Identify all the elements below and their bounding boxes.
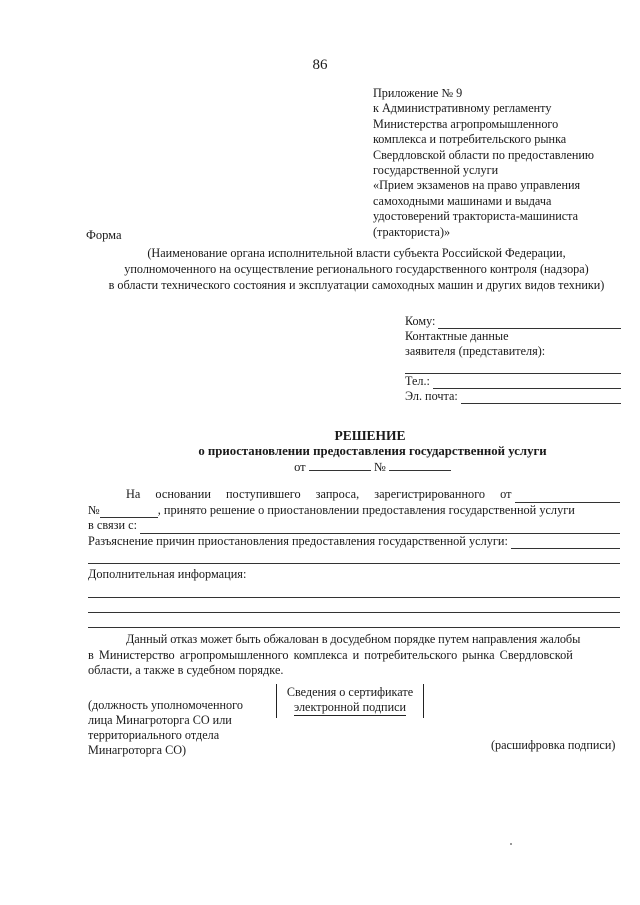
phone-field[interactable]	[433, 377, 621, 389]
decision-subtitle: о приостановлении предоставления государственной услуги	[198, 444, 547, 458]
appendix-line: к Административному регламенту	[373, 101, 552, 116]
decision-body	[88, 487, 620, 679]
signature-decoding: (расшифровка подписи)	[491, 738, 616, 752]
reason-label: в связи с:	[88, 518, 138, 533]
explanation-row	[88, 534, 620, 550]
p1-line2	[88, 503, 620, 519]
from-label: от	[294, 460, 306, 474]
request-date-field[interactable]	[515, 491, 620, 503]
phone-label: Тел.:	[405, 374, 430, 388]
contacts-label-2: заявителя (представителя):	[405, 344, 546, 358]
position-line: территориального отдела	[88, 728, 220, 742]
page-number: 86	[312, 57, 328, 73]
to-field[interactable]	[438, 317, 621, 329]
appendix-line: Свердловской области по предоставлению	[373, 147, 595, 162]
appendix-line: государственной услуги	[373, 163, 499, 178]
appeal-line-3: области, а также в судебном порядке.	[88, 663, 284, 678]
to-row	[405, 314, 621, 329]
number-field[interactable]	[389, 460, 451, 471]
contacts-label-1: Контактные данные	[405, 329, 509, 343]
organization-name-placeholder	[84, 245, 629, 293]
appendix-line: удостоверений тракториста-машиниста	[373, 209, 579, 224]
org-line: (Наименование органа исполнительной власти субъекта Российской Федерации,	[147, 246, 566, 260]
appendix-line: комплекса и потребительского рынка	[373, 132, 567, 147]
contacts-field[interactable]	[405, 359, 621, 374]
additional-field-2[interactable]	[88, 598, 620, 613]
email-label: Эл. почта:	[405, 389, 458, 403]
cert-line-1: Сведения о сертификате	[286, 685, 414, 699]
appendix-line: Приложение № 9	[373, 86, 463, 100]
p1-mid-rest: , принято решение о приостановлении предоставления государственной услуги	[157, 502, 575, 517]
request-number-field[interactable]	[100, 507, 158, 518]
explanation-label: Разъяснение причин приостановления предоставления государственной услуги:	[88, 533, 508, 548]
appendix-line: «Прием экзаменов на право управления	[373, 178, 581, 193]
position-line: Минагроторга СО)	[88, 743, 187, 757]
decision-date-number	[0, 460, 640, 475]
appeal-line-1: Данный отказ может быть обжалован в досудебном порядке путем направления жалобы	[126, 631, 581, 646]
appendix-line: (тракториста)»	[373, 224, 451, 239]
to-label: Кому:	[405, 314, 436, 328]
p1-line1	[88, 487, 620, 503]
reason-row	[88, 518, 620, 534]
reason-field[interactable]	[140, 522, 620, 534]
org-line: в области технического состояния и эксплуатации самоходных машин и других видов техники)	[108, 278, 605, 292]
additional-label: Дополнительная информация:	[88, 567, 247, 582]
org-line: уполномоченного на осуществление регионального государственного контроля (надзора)	[124, 262, 589, 276]
email-field[interactable]	[461, 392, 621, 404]
position-line: лица Минагроторга СО или	[88, 713, 232, 727]
additional-row	[88, 567, 620, 583]
cert-line-2: электронной подписи	[293, 700, 407, 714]
position-line: (должность уполномоченного	[88, 698, 243, 712]
email-row	[405, 389, 621, 404]
decision-title: РЕШЕНИЕ	[334, 428, 406, 443]
appendix-line: Министерства агропромышленного	[373, 116, 559, 131]
p1-start: На основании поступившего запроса, зарегистрированного от	[126, 487, 512, 501]
additional-field-3[interactable]	[88, 613, 620, 628]
official-position	[88, 698, 263, 758]
appendix-line: самоходными машинами и выдача	[373, 193, 552, 208]
form-label: Форма	[86, 228, 122, 242]
p1-number-label: №	[88, 502, 100, 517]
additional-field-1[interactable]	[88, 583, 620, 598]
appeal-line-2: в Министерство агропромышленного комплекса и потребительского рынка Свердловской	[88, 647, 573, 662]
phone-row	[405, 374, 621, 389]
appendix-header	[373, 86, 635, 240]
e-signature-certificate-box	[276, 684, 424, 718]
explanation-field[interactable]	[511, 537, 620, 549]
number-label: №	[373, 460, 386, 474]
scan-speck	[510, 843, 512, 845]
date-field[interactable]	[309, 460, 371, 471]
recipient-block	[405, 314, 621, 404]
explanation-field-2[interactable]	[88, 549, 620, 564]
